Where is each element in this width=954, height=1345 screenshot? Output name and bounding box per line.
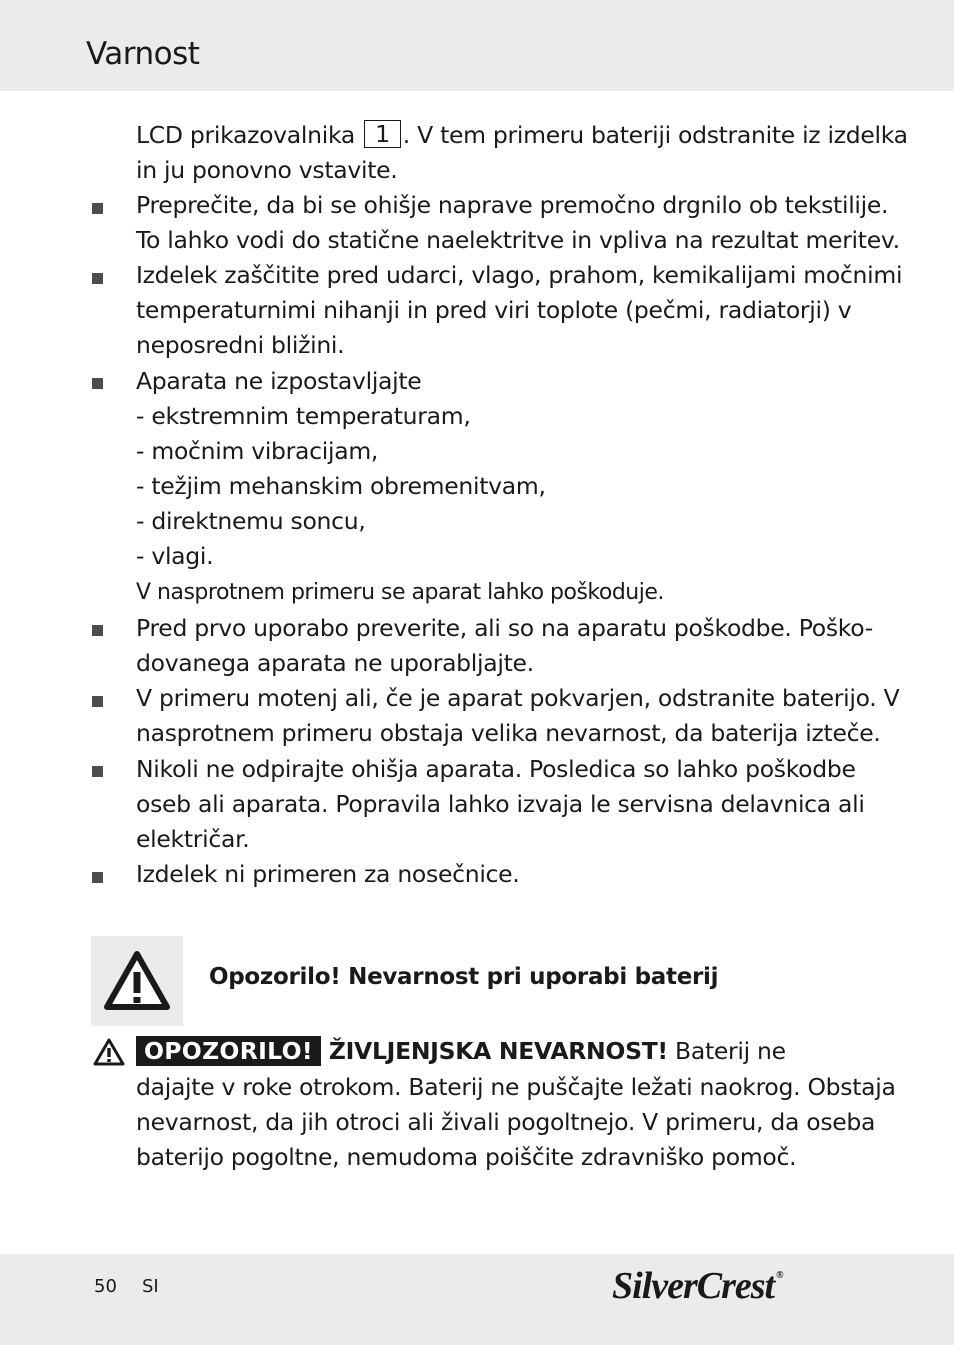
list-item-text: Aparata ne izpostavljajte (136, 367, 422, 395)
header-bar (0, 0, 954, 91)
intro-line-1 (136, 118, 908, 153)
list-item-text: temperaturnimi nihanji in pred viri toplote (pečmi, radiatorji) v (136, 296, 852, 324)
list-item-text: - težjim mehanskim obremenitvam, (136, 472, 546, 500)
warning-badge: OPOZORILO! (136, 1036, 321, 1066)
brand-logo (612, 1264, 783, 1308)
list-item-text: Preprečite, da bi se ohišje naprave premočno drgnilo ob tekstilije. (136, 191, 889, 219)
list-item-text: nasprotnem primeru obstaja velika nevarnost, da baterija izteče. (136, 719, 881, 747)
list-item-text: neposredni bližini. (136, 331, 345, 359)
list-item-text: električar. (136, 825, 250, 853)
warning-line-3: nevarnost, da jih otroci ali živali pogoltnejo. V primeru, da oseba (136, 1108, 876, 1136)
reference-number: 1 (364, 120, 401, 148)
warning-icon-box (91, 936, 183, 1026)
list-item-text: - vlagi. (136, 542, 214, 570)
list-item-text: Pred prvo uporabo preverite, ali so na aparatu poškodbe. Poško- (136, 614, 873, 642)
small-warning-triangle-icon (93, 1038, 125, 1066)
registered-mark: ® (776, 1270, 783, 1281)
list-item-text: To lahko vodi do statične naelektritve in vpliva na rezultat meritev. (136, 226, 900, 254)
bullet-icon (92, 203, 103, 214)
bullet-icon (92, 766, 103, 777)
list-item-text: - močnim vibracijam, (136, 437, 379, 465)
warning-line-4: baterijo pogoltne, nemudoma poiščite zdravniško pomoč. (136, 1143, 797, 1171)
brand-name: SilverCrest (612, 1265, 775, 1307)
bullet-icon (92, 696, 103, 707)
bullet-icon (92, 625, 103, 636)
bullet-icon (92, 872, 103, 883)
bullet-icon (92, 378, 103, 389)
list-item-text: Izdelek ni primeren za nosečnice. (136, 860, 520, 888)
intro-text: . V tem primeru bateriji odstranite iz izdelka (402, 121, 908, 149)
list-item-text: V primeru motenj ali, če je aparat pokvarjen, odstranite baterijo. V (136, 684, 900, 712)
list-item-text: - ekstremnim temperaturam, (136, 402, 471, 430)
intro-text: LCD prikazovalnika (136, 121, 355, 149)
footer-bar (0, 1254, 954, 1345)
warning-heading: Opozorilo! Nevarnost pri uporabi baterij (209, 964, 719, 990)
warning-strong: ŽIVLJENJSKA NEVARNOST! (328, 1037, 668, 1065)
page-number: 50 (94, 1276, 117, 1297)
list-item-text: dovanega aparata ne uporabljajte. (136, 649, 534, 677)
warning-triangle-icon (103, 950, 171, 1012)
list-item-text: Izdelek zaščitite pred udarci, vlago, prahom, kemikalijami močnimi (136, 261, 903, 289)
list-item-text: Nikoli ne odpirajte ohišja aparata. Posledica so lahko poškodbe (136, 755, 856, 783)
list-item-text: - direktnemu soncu, (136, 507, 366, 535)
warning-line-1 (136, 1034, 786, 1069)
list-item-text: V nasprotnem primeru se aparat lahko poškoduje. (136, 580, 664, 605)
list-item-text: oseb ali aparata. Popravila lahko izvaja le servisna delavnica ali (136, 790, 865, 818)
warning-line-2: dajajte v roke otrokom. Baterij ne puščajte ležati naokrog. Obstaja (136, 1073, 896, 1101)
intro-line-2: in ju ponovno vstavite. (136, 156, 398, 184)
bullet-icon (92, 273, 103, 284)
page-title: Varnost (86, 36, 200, 72)
warning-text: Baterij ne (667, 1037, 786, 1065)
language-code: SI (142, 1276, 159, 1297)
